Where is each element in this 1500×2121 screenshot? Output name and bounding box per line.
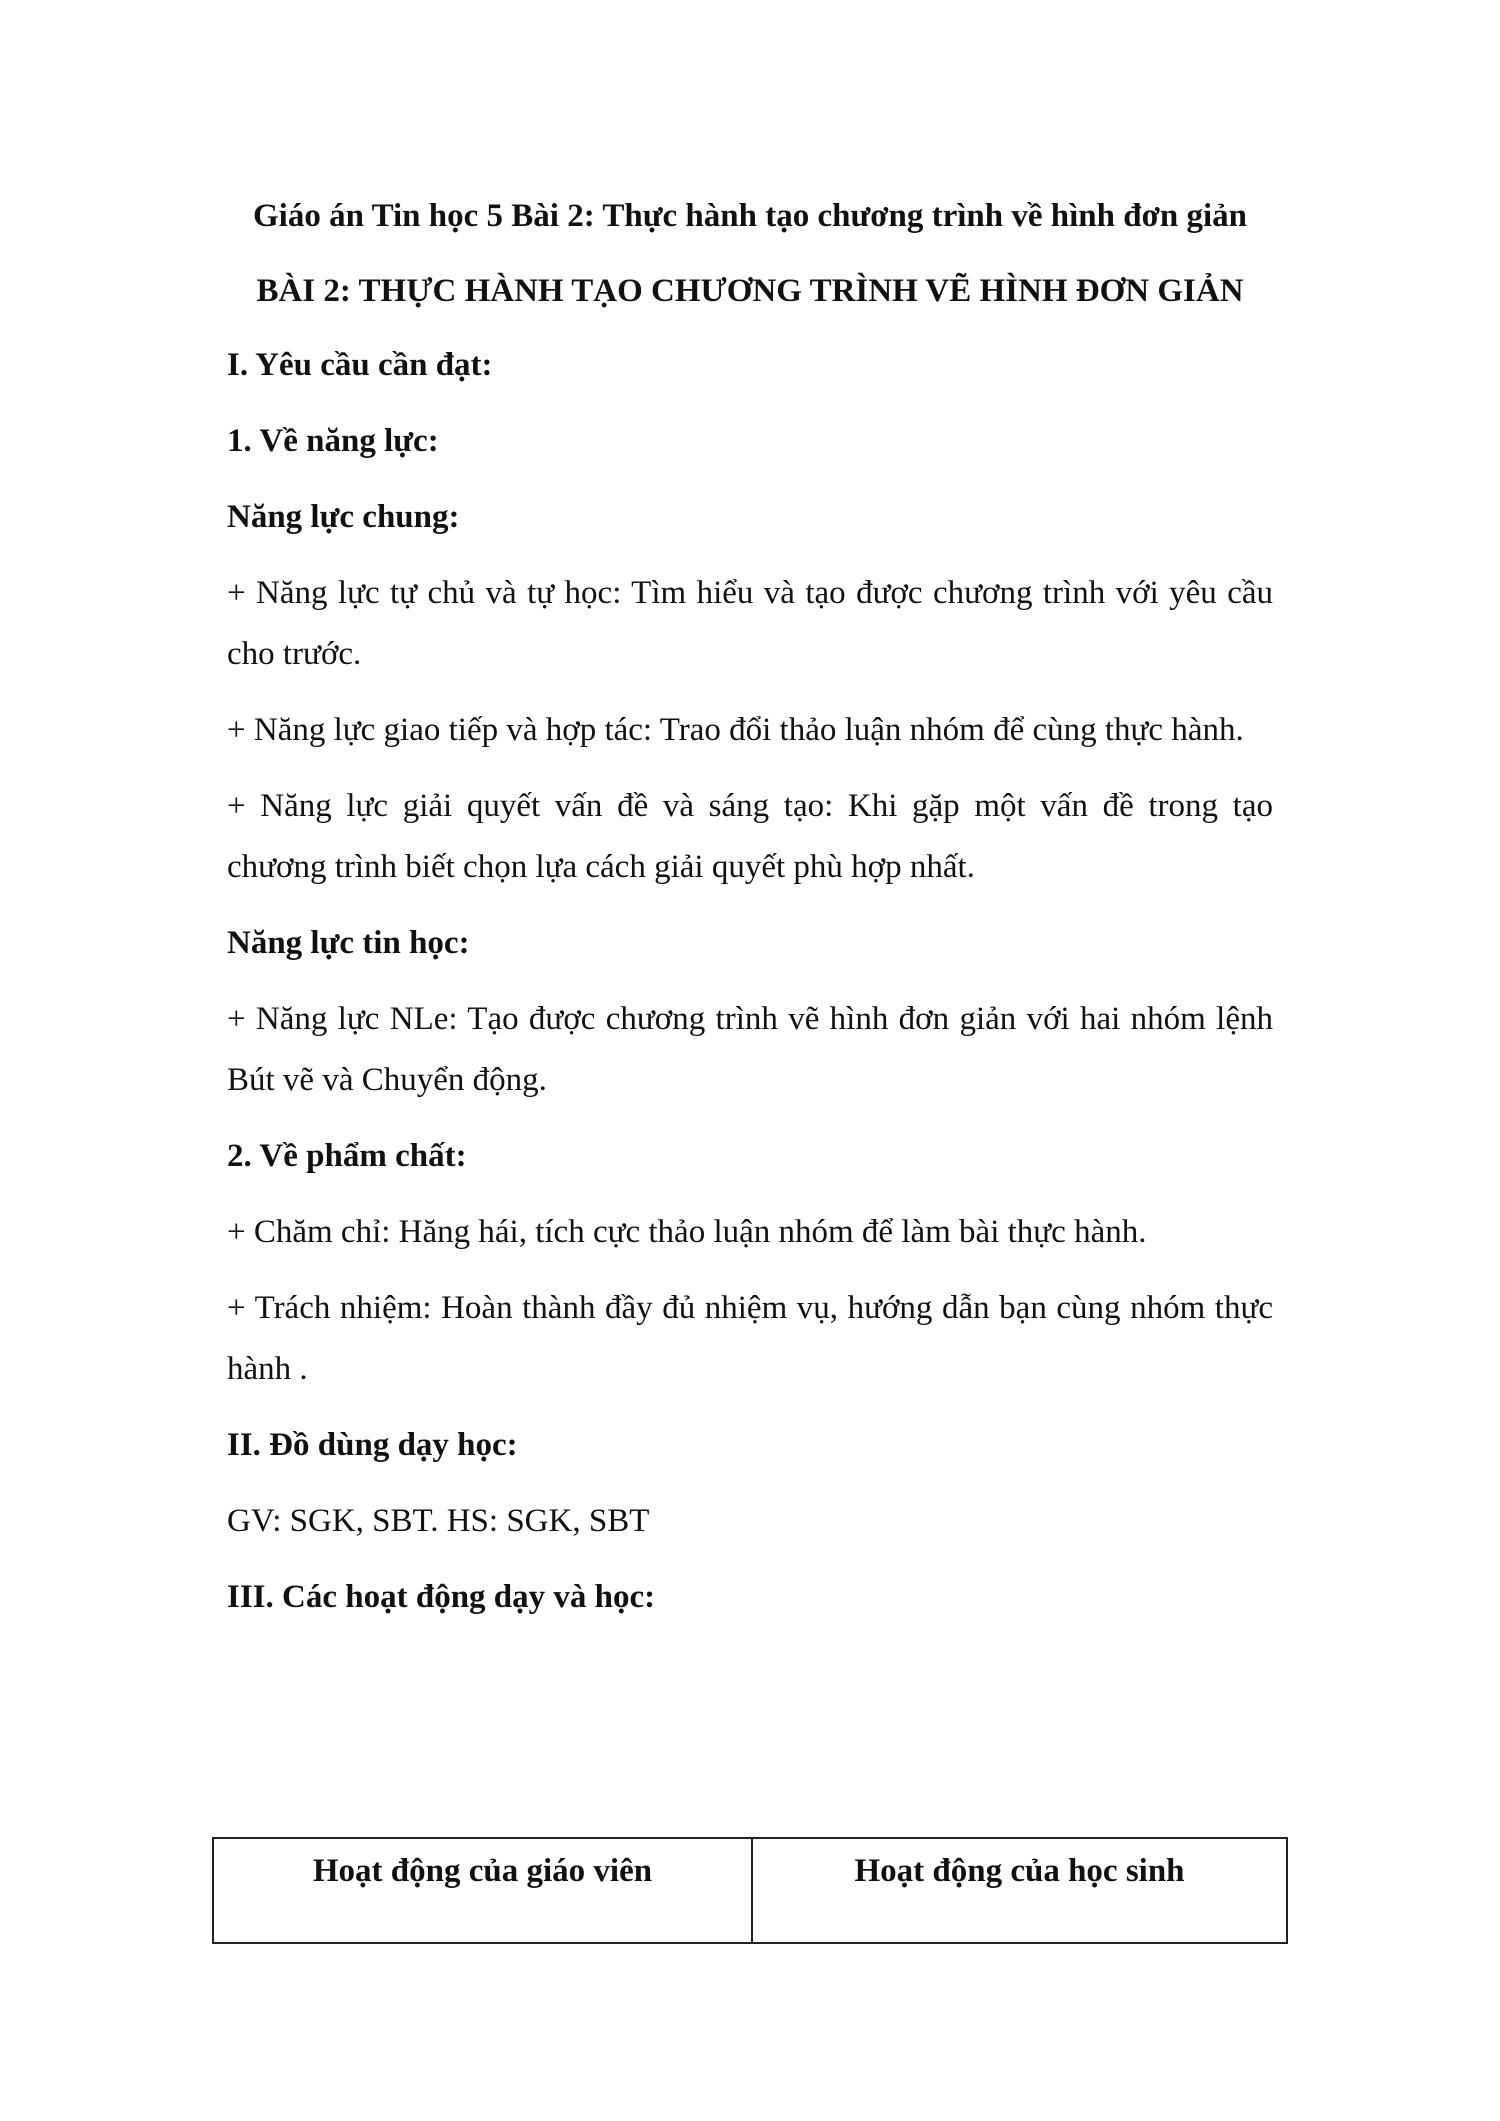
informatics-competence-item: + Năng lực NLe: Tạo được chương trình vẽ hình đơn giản với hai nhóm lệnh Bút vẽ và Chuyển động. xyxy=(227,1001,1273,1098)
column-header-student-activities: Hoạt động của học sinh xyxy=(752,1838,1287,1943)
section-heading-materials: II. Đồ dùng dạy học: xyxy=(227,1427,518,1463)
materials-text: GV: SGK, SBT. HS: SGK, SBT xyxy=(227,1503,650,1539)
section-heading-activities: III. Các hoạt động dạy và học: xyxy=(227,1579,656,1615)
subsection-heading-qualities: 2. Về phẩm chất: xyxy=(227,1138,467,1174)
document-page xyxy=(227,186,1273,1643)
quality-item: + Chăm chỉ: Hăng hái, tích cực thảo luận nhóm để làm bài thực hành. xyxy=(227,1214,1147,1250)
section-heading-requirements: I. Yêu cầu cần đạt: xyxy=(227,347,493,383)
lesson-title: BÀI 2: THỰC HÀNH TẠO CHƯƠNG TRÌNH VẼ HÌNH ĐƠN GIẢN xyxy=(256,273,1244,309)
column-header-teacher-activities: Hoạt động của giáo viên xyxy=(213,1838,752,1943)
general-competence-item: + Năng lực tự chủ và tự học: Tìm hiểu và tạo được chương trình với yêu cầu cho trước. xyxy=(227,575,1273,672)
subsection-heading-general-competence: Năng lực chung: xyxy=(227,499,460,535)
subsection-heading-informatics-competence: Năng lực tin học: xyxy=(227,925,470,961)
quality-item: + Trách nhiệm: Hoàn thành đầy đủ nhiệm vụ, hướng dẫn bạn cùng nhóm thực hành . xyxy=(227,1290,1273,1387)
subsection-heading-competence: 1. Về năng lực: xyxy=(227,423,439,459)
general-competence-item: + Năng lực giao tiếp và hợp tác: Trao đổi thảo luận nhóm để cùng thực hành. xyxy=(227,712,1244,748)
document-title: Giáo án Tin học 5 Bài 2: Thực hành tạo chương trình về hình đơn giản xyxy=(252,198,1248,234)
activities-table xyxy=(212,1837,1288,1944)
activities-table-container xyxy=(212,1837,1288,1944)
general-competence-item: + Năng lực giải quyết vấn đề và sáng tạo: Khi gặp một vấn đề trong tạo chương trình biết chọn lựa cách giải quyết phù hợp nhất. xyxy=(227,788,1273,885)
table-header-row xyxy=(213,1838,1287,1943)
